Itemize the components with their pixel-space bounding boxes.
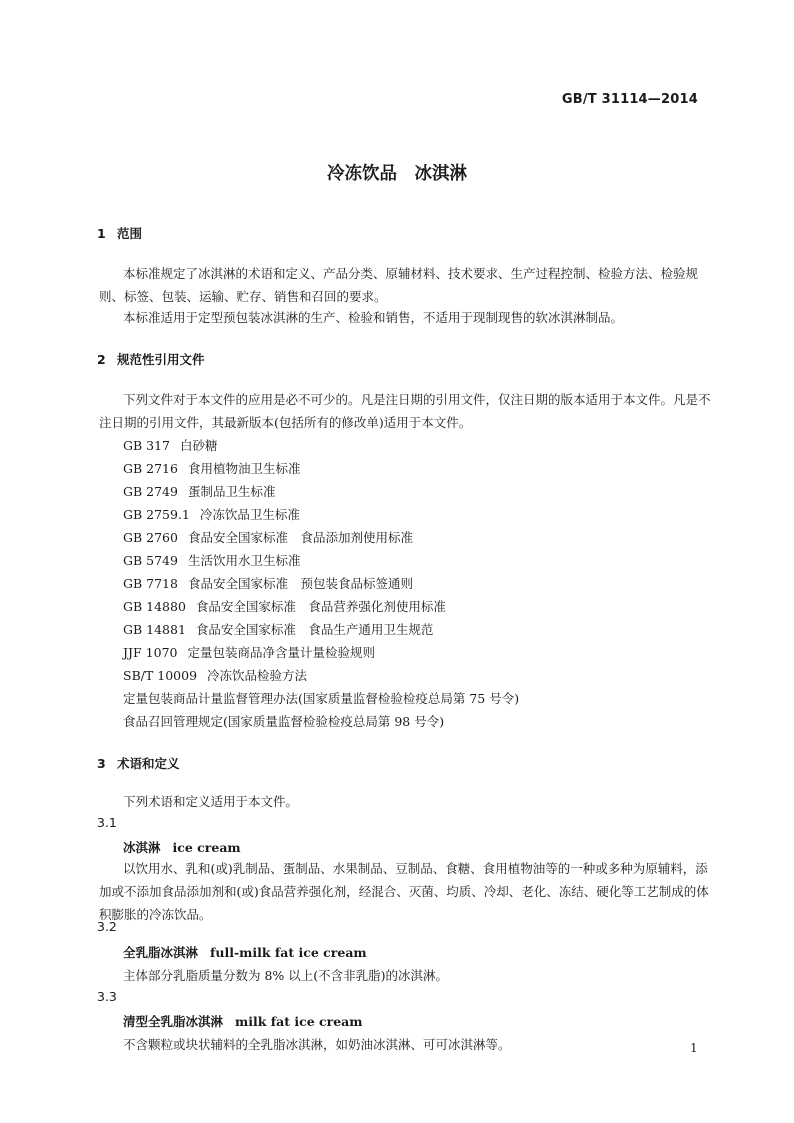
reference-name: 蛋制品卫生标准 [187, 484, 276, 499]
section-number: 3 [97, 756, 106, 771]
term-definition: 主体部分乳脂质量分数为 8% 以上(不含非乳脂)的冰淇淋。 [123, 968, 449, 983]
section-title: 术语和定义 [117, 756, 180, 771]
term-number: 3.1 [97, 815, 117, 830]
section-3-intro: 下列术语和定义适用于本文件。 [123, 794, 299, 809]
section-number: 1 [97, 226, 106, 241]
reference-name: 食品安全国家标准 食品添加剂使用标准 [187, 530, 413, 545]
term-zh: 全乳脂冰淇淋 [123, 945, 199, 960]
definition-text: 以饮用水、乳和(或)乳制品、蛋制品、水果制品、豆制品、食糖、食用植物油等的一种或多种为原辅料，添加或不添加食品添加剂和(或)食品营养强化剂，经混合、灭菌、均质、冷却、老化、冻结、硬化等工艺制成的体积膨胀的冷冻饮品。 [99, 861, 709, 922]
reference-name: 定量包装商品净含量计量检验规则 [187, 645, 375, 660]
reference-item [123, 436, 218, 454]
reference-code: GB 2749 [123, 484, 178, 499]
reference-item [123, 643, 375, 661]
paragraph-text: 本标准适用于定型预包装冰淇淋的生产、检验和销售，不适用于现制现售的软冰淇淋制品。 [123, 310, 624, 325]
reference-code: SB/T 10009 [123, 668, 198, 683]
reference-code: GB 14880 [123, 599, 186, 614]
term-zh: 冰淇淋 [123, 840, 161, 855]
section-3-heading [97, 754, 180, 772]
reference-code: GB 2716 [123, 461, 178, 476]
reference-item [123, 551, 300, 569]
reference-name: 食品安全国家标准 食品生产通用卫生规范 [195, 622, 434, 637]
reference-extra: 食品召回管理规定(国家质量监督检验检疫总局第 98 号令) [123, 714, 445, 729]
reference-name: 食品安全国家标准 预包装食品标签通则 [187, 576, 413, 591]
paragraph-text: 下列文件对于本文件的应用是必不可少的。凡是注日期的引用文件，仅注日期的版本适用于本文件。凡是不注日期的引用文件，其最新版本(包括所有的修改单)适用于本文件。 [99, 392, 711, 430]
reference-code: GB 14881 [123, 622, 186, 637]
term-definition [99, 857, 713, 926]
reference-code: JJF 1070 [123, 645, 178, 660]
reference-extra: 定量包装商品计量监督管理办法(国家质量监督检验检疫总局第 75 号令) [123, 691, 520, 706]
reference-item [123, 482, 275, 500]
reference-name: 生活饮用水卫生标准 [187, 553, 301, 568]
reference-item [123, 459, 300, 477]
term-heading [123, 943, 367, 961]
reference-item [123, 574, 413, 592]
reference-name: 冷冻饮品检验方法 [207, 668, 308, 683]
reference-name: 白砂糖 [180, 438, 218, 453]
term-definition: 不含颗粒或块状辅料的全乳脂冰淇淋，如奶油冰淇淋、可可冰淇淋等。 [123, 1037, 511, 1052]
section-1-paragraph-2 [99, 306, 713, 329]
reference-name: 食品安全国家标准 食品营养强化剂使用标准 [195, 599, 446, 614]
term-en: ice cream [172, 840, 241, 855]
term-en: milk fat ice cream [235, 1014, 363, 1029]
term-en: full-milk fat ice cream [210, 945, 367, 960]
section-title: 范围 [117, 226, 143, 241]
term-heading [123, 838, 241, 856]
paragraph-text: 本标准规定了冰淇淋的术语和定义、产品分类、原辅材料、技术要求、生产过程控制、检验方法、检验规则、标签、包装、运输、贮存、销售和召回的要求。 [99, 266, 699, 304]
section-title: 规范性引用文件 [117, 352, 205, 367]
reference-code: GB 317 [123, 438, 171, 453]
reference-code: GB 7718 [123, 576, 178, 591]
term-zh: 清型全乳脂冰淇淋 [123, 1014, 224, 1029]
section-1-heading [97, 224, 142, 242]
section-1-paragraph-1 [99, 262, 713, 308]
section-2-heading [97, 350, 205, 368]
section-number: 2 [97, 352, 106, 367]
term-heading [123, 1012, 363, 1030]
reference-code: GB 2760 [123, 530, 178, 545]
reference-item [123, 528, 413, 546]
reference-code: GB 5749 [123, 553, 178, 568]
reference-name: 冷冻饮品卫生标准 [199, 507, 300, 522]
reference-code: GB 2759.1 [123, 507, 190, 522]
reference-item [123, 620, 433, 638]
reference-item [123, 597, 446, 615]
term-number: 3.2 [97, 919, 117, 934]
reference-item [123, 666, 307, 684]
standard-code: GB/T 31114—2014 [561, 92, 698, 107]
reference-name: 食用植物油卫生标准 [187, 461, 301, 476]
reference-item [123, 505, 300, 523]
page-number: 1 [690, 1041, 698, 1055]
section-2-intro [99, 388, 713, 434]
term-number: 3.3 [97, 989, 117, 1004]
document-title: 冷冻饮品 冰淇淋 [327, 164, 467, 184]
